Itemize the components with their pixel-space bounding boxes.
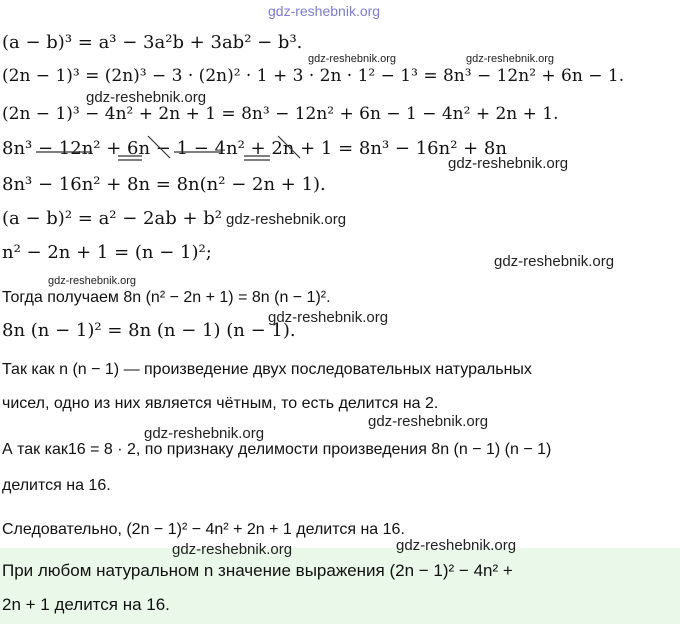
formula-square-difference: (a − b)² = a² − 2ab + b² (2, 208, 223, 229)
watermark: gdz-reshebnik.org (268, 309, 389, 326)
watermark: gdz-reshebnik.org (48, 275, 137, 287)
watermark: gdz-reshebnik.org (144, 425, 265, 442)
watermark: gdz-reshebnik.org (448, 155, 569, 172)
watermark: gdz-reshebnik.org (308, 53, 397, 65)
watermark: gdz-reshebnik.org (494, 253, 615, 270)
text-since-consecutive: Так как n (n − 1) — произведение двух последовательных натуральных (2, 361, 532, 378)
watermark: gdz-reshebnik.org (226, 211, 347, 228)
text-divisibility-rule: А так как16 = 8 · 2, по признаку делимости произведения 8n (n − 1) (n − 1) (2, 441, 552, 458)
watermark: gdz-reshebnik.org (466, 53, 555, 65)
formula-combine-terms: 8n³ − 12n² + 6n − 1 − 4n² + 2n + 1 = 8n³ − 16n² + 8n (2, 138, 507, 159)
text-therefore: Следовательно, (2n − 1)² − 4n² + 2n + 1 делится на 16. (2, 521, 405, 538)
text-divisible-16: делится на 16. (2, 477, 111, 494)
text-then-we-get: Тогда получаем 8n (n² − 2n + 1) = 8n (n − 1)². (2, 289, 331, 306)
watermark: gdz-reshebnik.org (172, 541, 293, 558)
formula-product: 8n (n − 1)² = 8n (n − 1) (n − 1). (2, 320, 296, 341)
formula-expansion: (2n − 1)³ = (2n)³ − 3 · (2n)² · 1 + 3 · 2n · 1² − 1³ = 8n³ − 12n² + 6n − 1. (2, 66, 625, 86)
conclusion-line-2: 2n + 1 делится на 16. (2, 595, 170, 614)
text-even-number: чисел, одно из них является чётным, то есть делится на 2. (2, 395, 439, 412)
conclusion-line-1: При любом натуральном n значение выражения (2n − 1)² − 4n² + (2, 561, 513, 580)
formula-substitution: (2n − 1)³ − 4n² + 2n + 1 = 8n³ − 12n² + 6n − 1 − 4n² + 2n + 1. (2, 104, 559, 124)
watermark: gdz-reshebnik.org (368, 413, 489, 430)
watermark: gdz-reshebnik.org (86, 89, 207, 106)
formula-factor: 8n³ − 16n² + 8n = 8n(n² − 2n + 1). (2, 174, 326, 195)
watermark-top: gdz-reshebnik.org (268, 3, 381, 19)
formula-square-form: n² − 2n + 1 = (n − 1)²; (2, 242, 212, 263)
formula-cube-difference: (a − b)³ = a³ − 3a²b + 3ab² − b³. (2, 32, 303, 53)
watermark: gdz-reshebnik.org (396, 537, 517, 554)
